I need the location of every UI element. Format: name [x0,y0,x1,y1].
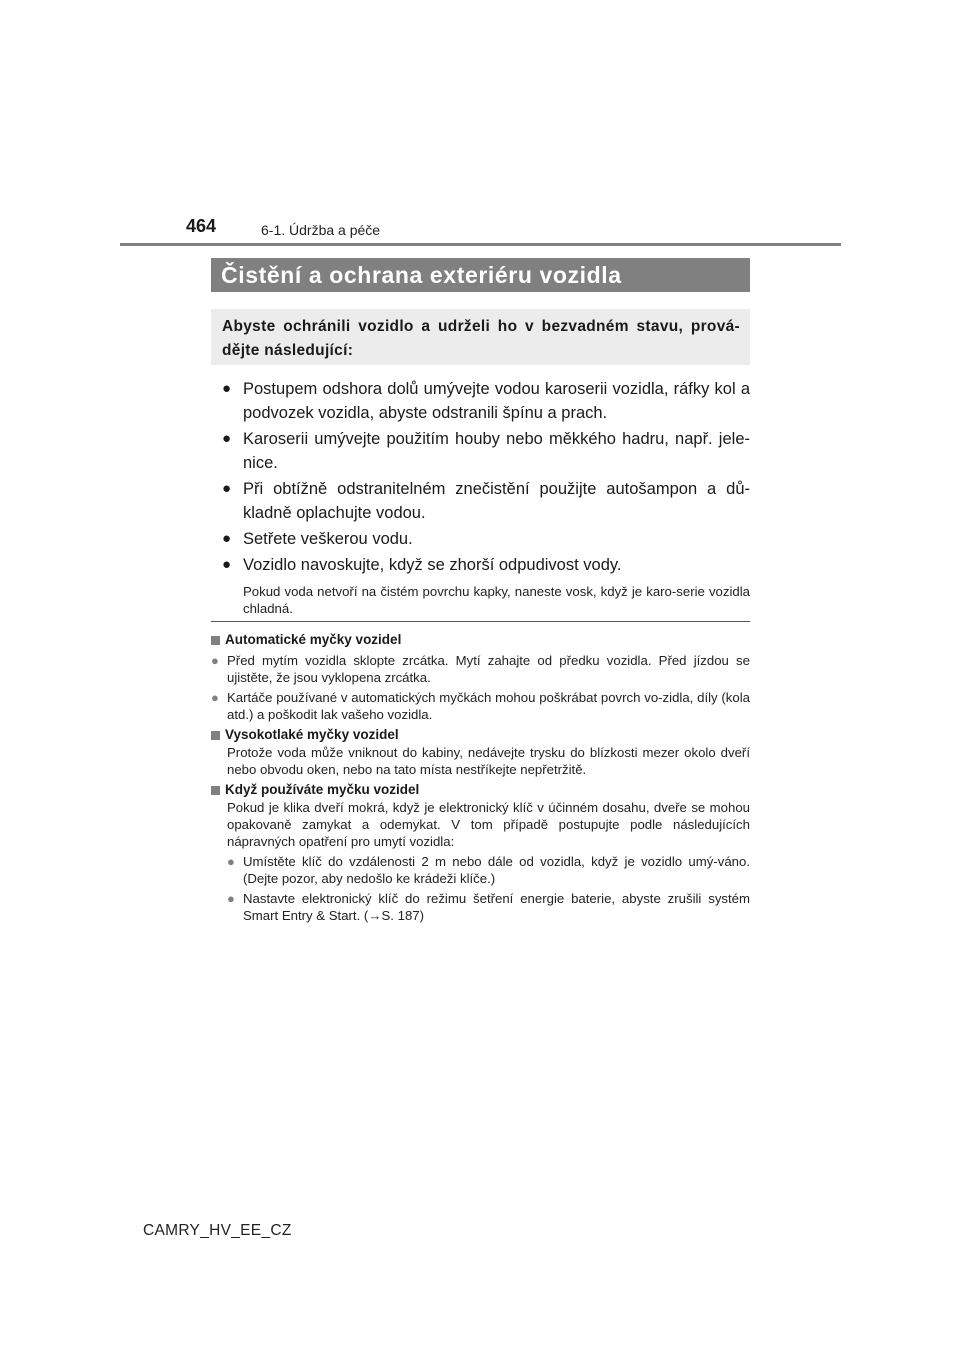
list-item [222,377,750,425]
intro-text: Abyste ochránili vozidlo a udrželi ho v bezvadném stavu, prová-dějte následující: [222,318,740,359]
list-item-text: Setřete veškerou vodu. [243,530,413,548]
square-bullet-icon [211,786,220,795]
bullet-icon: ● [222,480,232,497]
note-body: Pokud je klika dveří mokrá, když je elektronický klíč v účinném dosahu, dveře se mohou opakovaně zamykat a odemykat. V tom případě postupujte podle následujících nápravných opatření pro umytí vozidla: [227,800,750,849]
note-item-text: Nastavte elektronický klíč do režimu šetření energie baterie, abyste zrušili systém Smart Entry & Start. (→S. 187) [243,891,750,923]
note-heading-text: Když používáte myčku vozidel [225,782,420,797]
main-note: Pokud voda netvoří na čistém povrchu kapky, naneste vosk, když je karo-serie vozidla chladná. [243,584,750,616]
section-divider [211,621,750,622]
note-heading-text: Automatické myčky vozidel [225,632,402,647]
page-title: Čistění a ochrana exteriéru vozidla [211,258,750,292]
note-heading [211,631,750,649]
note-item [227,890,750,924]
note-item-text: Kartáče používané v automatických myčkách mohou poškrábat povrch vo-zidla, díly (kola atd.) a poškodit lak vašeho vozidla. [227,690,750,722]
square-bullet-icon [211,636,220,645]
note-item [211,652,750,686]
list-item-text: Karoserii umývejte použitím houby nebo měkkého hadru, např. jele-nice. [243,430,750,472]
note-body: Protože voda může vniknout do kabiny, nedávejte trysku do blízkosti mezer okolo dveří nebo obvodu oken, nebo na tato místa nestříkejte nepřetržitě. [227,745,750,777]
bullet-icon: ● [222,556,232,573]
section-label: 6-1. Údržba a péče [261,222,381,238]
list-item [222,427,750,475]
notes [211,628,750,924]
bullet-icon: ● [222,380,232,397]
list-item [222,553,750,577]
bullet-icon: ● [222,430,232,447]
list-item-text: Postupem odshora dolů umývejte vodou karoserii vozidla, ráfky kol a podvozek vozidla, abyste odstranili špínu a prach. [243,380,750,422]
footer-code: CAMRY_HV_EE_CZ [143,1222,292,1239]
note-item [227,853,750,887]
note-heading [211,726,750,744]
main-list [222,377,750,617]
note-item-text: Umístěte klíč do vzdálenosti 2 m nebo dále od vozidla, když je vozidlo umý-váno. (Dejte pozor, aby nedošlo ke krádeži klíče.) [243,854,750,886]
bullet-icon: ● [227,854,235,869]
note-heading-text: Vysokotlaké myčky vozidel [225,727,399,742]
list-item [222,527,750,551]
intro-box [211,309,750,365]
list-item [222,477,750,525]
bullet-icon: ● [227,891,235,906]
list-item-text: Při obtížně odstranitelném znečistění použijte autošampon a dů-kladně oplachujte vodou. [243,480,750,522]
bullet-icon: ● [211,690,219,705]
page-number: 464 [186,216,217,236]
note-item-text: Před mytím vozidla sklopte zrcátka. Mytí zahajte od předku vozidla. Před jízdou se ujistěte, že jsou vyklopena zrcátka. [227,653,750,685]
list-item-text: Vozidlo navoskujte, když se zhorší odpudivost vody. [243,556,622,574]
note-heading [211,781,750,799]
bullet-icon: ● [222,530,232,547]
header-rule [120,243,841,246]
bullet-icon: ● [211,653,219,668]
square-bullet-icon [211,731,220,740]
note-item [211,689,750,723]
